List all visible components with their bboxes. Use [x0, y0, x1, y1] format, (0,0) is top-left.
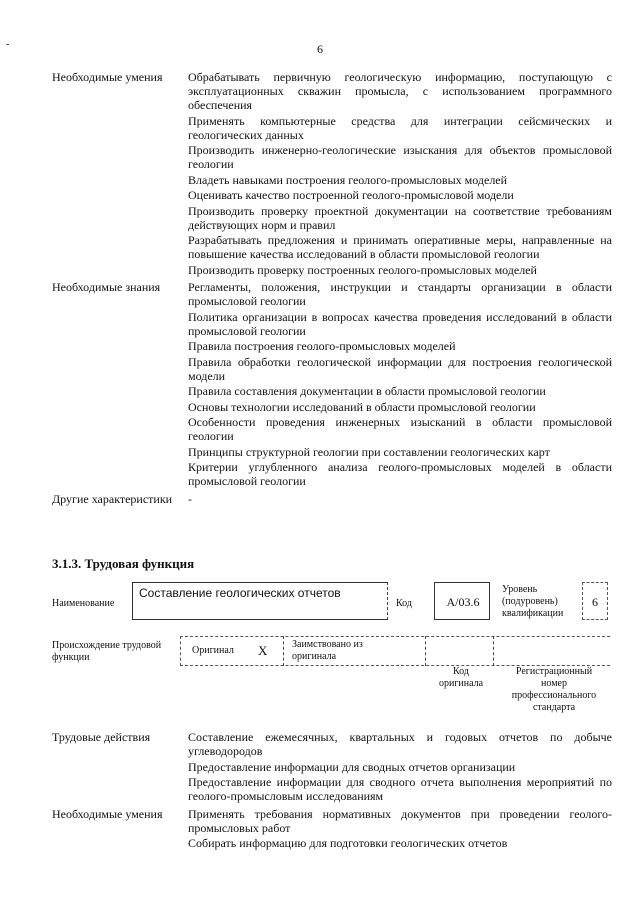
skills-list [188, 70, 612, 278]
qualification-block-2 [52, 730, 612, 852]
borrowed-cell [284, 636, 426, 666]
skills-label-2: Необходимые умения [52, 806, 163, 821]
name-value: Составление геологических отчетов [139, 586, 341, 600]
list-item: Составление ежемесячных, квартальных и годовых отчетов по добыче углеводородов [188, 730, 612, 758]
list-item: Применять компьютерные средства для интеграции сейсмических и геологических данных [188, 113, 612, 142]
list-item: Предоставление информации для сводных отчетов организации [188, 759, 516, 774]
skills-row-2 [52, 807, 612, 852]
name-field [132, 582, 388, 620]
code-label: Код [396, 598, 412, 609]
list-item: Правила построения геолого-промысловых моделей [188, 339, 456, 353]
list-item: Производить проверку проектной документации на соответствие требованиям действующих норм и правил [188, 203, 612, 232]
actions-list [188, 730, 612, 805]
list-item: Разрабатывать предложения и принимать оперативные меры, направленные на повышение качества исследований в области промысловой геологии [188, 233, 612, 261]
name-label: Наименование [52, 598, 115, 609]
skills-list-2 [188, 807, 612, 852]
list-item: Правила обработки геологической информации для построения геологической модели [188, 354, 612, 383]
section-heading: 3.1.3. Трудовая функция [52, 556, 195, 571]
other-characteristics-list [188, 492, 612, 508]
original-label: Оригинал [192, 645, 234, 656]
level-value: 6 [592, 595, 598, 609]
level-label: Уровень (подуровень) квалификации [502, 584, 564, 619]
list-item: Обрабатывать первичную геологическую информацию, поступающую с эксплуатационных скважин промысла, с использованием программного обеспечения [188, 70, 612, 112]
list-item: Применять требования нормативных документов при проведении геолого-промысловых работ [188, 806, 612, 835]
list-item: Регламенты, положения, инструкции и стандарты организации в области промысловой геологии [188, 280, 612, 308]
list-item: Предоставление информации для сводного отчета выполнения мероприятий по геолого-промысловым исследованиям [188, 775, 612, 803]
list-item: - [188, 491, 192, 506]
knowledge-label: Необходимые знания [52, 280, 161, 294]
skills-row [52, 70, 612, 278]
code-field [434, 582, 490, 620]
list-item: Собирать информацию для подготовки геологических отчетов [188, 836, 508, 850]
list-item: Правила составления документации в области промысловой геологии [188, 384, 546, 398]
list-item: Принципы структурной геологии при составлении геологических карт [188, 444, 550, 459]
level-field [582, 582, 608, 620]
list-item: Особенности проведения инженерных изысканий в области промысловой геологии [188, 415, 612, 443]
actions-row [52, 730, 612, 805]
borrowed-label: Заимствовано из оригинала [292, 639, 363, 662]
corner-mark: - [6, 39, 10, 50]
page-number: 6 [317, 42, 323, 56]
list-item: Критерии углубленного анализа геолого-промысловых моделей в области промысловой геологии [188, 460, 612, 488]
qualification-block-1 [52, 70, 612, 507]
original-mark: X [258, 643, 268, 658]
list-item: Производить инженерно-геологические изыскания для объектов промысловой геологии [188, 143, 612, 171]
skills-label: Необходимые умения [52, 70, 163, 84]
code-value: A/03.6 [446, 595, 480, 609]
other-characteristics-label: Другие характеристики [52, 491, 173, 506]
knowledge-list [188, 280, 612, 490]
knowledge-row [52, 280, 612, 490]
list-item: Оценивать качество построенной геолого-промысловой модели [188, 188, 514, 202]
list-item: Основы технологии исследований в области промысловой геологии [188, 399, 536, 414]
reg-number-label: Регистрационный номер профессионального стандарта [511, 666, 597, 713]
code-original-cell [426, 636, 494, 666]
original-mark-cell [180, 636, 284, 666]
origin-label: Происхождение трудовой функции [52, 640, 162, 663]
list-item: Политика организации в вопросах качества проведения исследований в области промысловой геологии [188, 309, 612, 338]
code-original-label: Код оригинала [438, 666, 484, 689]
list-item: Владеть навыками построения геолого-промысловых моделей [188, 172, 508, 187]
list-item: Производить проверку построенных геолого-промысловых моделей [188, 262, 537, 277]
actions-label: Трудовые действия [52, 730, 151, 744]
other-characteristics-row [52, 492, 612, 508]
